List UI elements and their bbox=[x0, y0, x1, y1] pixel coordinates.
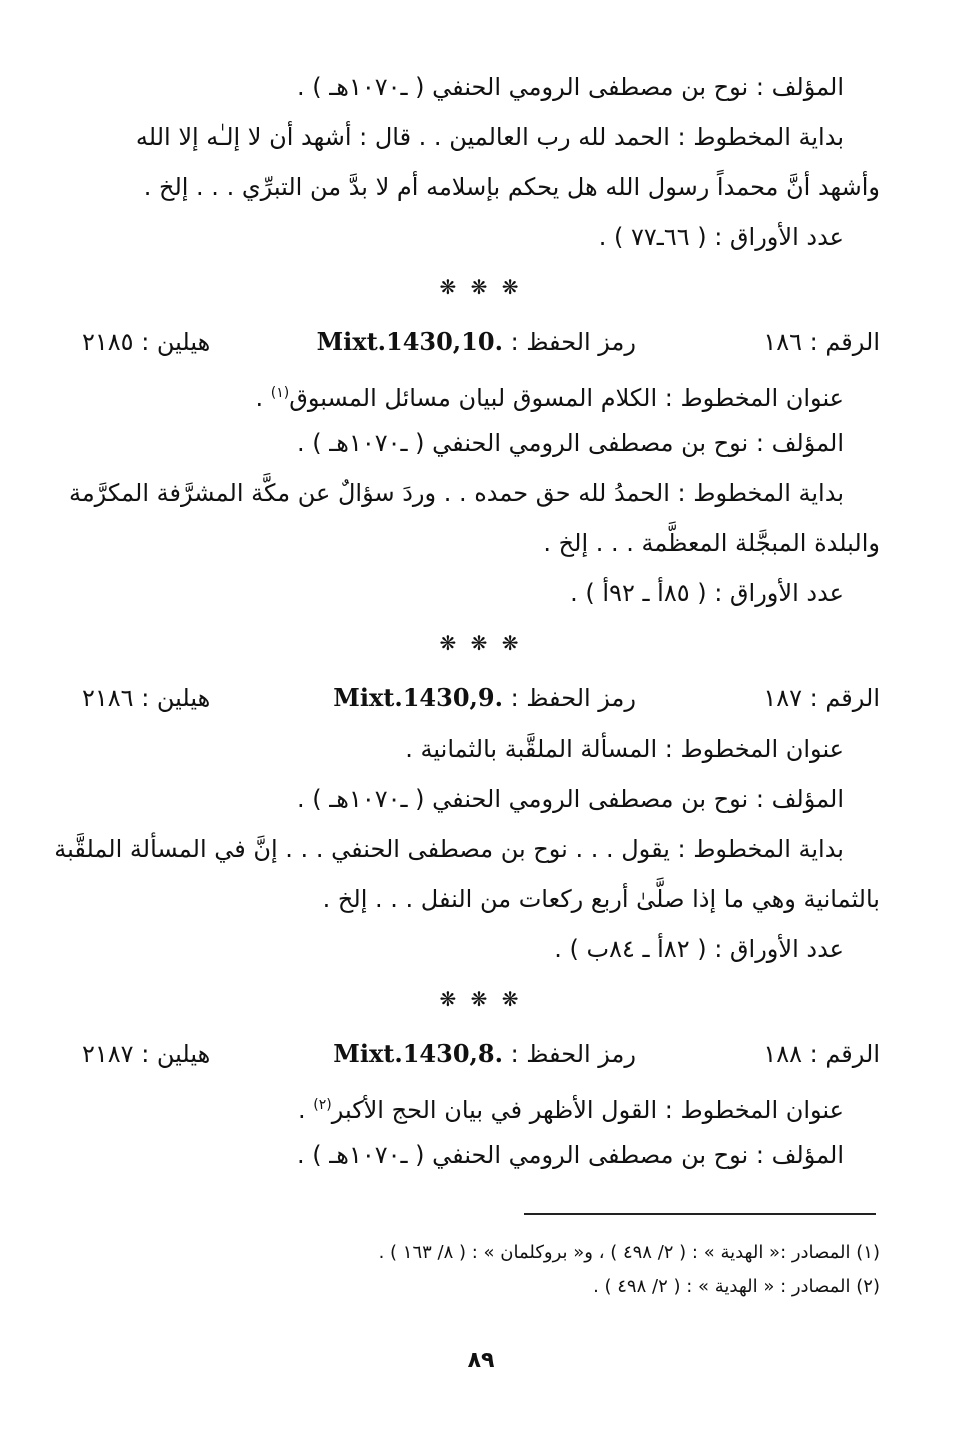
author-line: المؤلف : نوح بن مصطفى الرومي الحنفي ( ـ١٠٧٠هـ ) . bbox=[297, 73, 844, 101]
entry-header bbox=[82, 1028, 880, 1080]
manuscript-beginning-line: بداية المخطوط : الحمد لله رب العالمين . . قال : أشهد أن لا إلـٰه إلا الله bbox=[135, 123, 844, 151]
manuscript-catalog-page bbox=[54, 62, 880, 1180]
hellin-number: هيلين : ٢١٨٦ bbox=[82, 684, 211, 712]
footnote: (١) المصادر :« الهدية » : ( ٢/ ٤٩٨ ) ، و« بروكلمان » : ( ٨/ ١٦٣ ) . bbox=[378, 1242, 880, 1263]
entry-number: الرقم : ١٨٨ bbox=[763, 1040, 880, 1068]
manuscript-beginning-continuation: بالثمانية وهي ما إذا صلَّىٰ أربع ركعات من النفل . . . إلخ . bbox=[322, 885, 880, 913]
title-line: عنوان المخطوط : المسألة الملقَّبة بالثمانية . bbox=[405, 735, 844, 763]
folios-line: عدد الأوراق : ( ٨٥أ ـ ٩٢أ ) . bbox=[570, 579, 844, 607]
title-line: عنوان المخطوط : القول الأظهر في بيان الحج الأكبر$^{(٢)}$ . bbox=[297, 1096, 844, 1124]
folios-line: عدد الأوراق : ( ٨٢أ ـ ٨٤ب ) . bbox=[554, 935, 844, 963]
shelfmark bbox=[333, 672, 636, 724]
footnote-rule bbox=[524, 1213, 876, 1215]
title-line: عنوان المخطوط : الكلام المسوق لبيان مسائل المسبوق$^{(١)}$ . bbox=[255, 384, 844, 412]
shelfmark-label: رمز الحفظ : bbox=[510, 1040, 636, 1068]
hellin-number: هيلين : ٢١٨٥ bbox=[82, 328, 211, 356]
shelfmark-label: رمز الحفظ : bbox=[510, 328, 636, 356]
entry-number: الرقم : ١٨٧ bbox=[763, 684, 880, 712]
manuscript-beginning-continuation: والبلدة المبجَّلة المعظَّمة . . . إلخ . bbox=[543, 529, 880, 557]
author-line: المؤلف : نوح بن مصطفى الرومي الحنفي ( ـ١٠٧٠هـ ) . bbox=[297, 429, 844, 457]
entry-header bbox=[82, 672, 880, 724]
author-line: المؤلف : نوح بن مصطفى الرومي الحنفي ( ـ١٠٧٠هـ ) . bbox=[297, 785, 844, 813]
footnotes bbox=[82, 1238, 880, 1306]
manuscript-beginning-line: بداية المخطوط : الحمدُ لله حق حمده . . وردَ سؤالٌ عن مكَّة المشرَّفة المكرَّمة bbox=[68, 479, 844, 507]
entry-number: الرقم : ١٨٦ bbox=[763, 328, 880, 356]
shelfmark bbox=[317, 316, 636, 368]
section-separator: ❋ ❋ ❋ bbox=[439, 987, 523, 1011]
author-line: المؤلف : نوح بن مصطفى الرومي الحنفي ( ـ١٠٧٠هـ ) . bbox=[297, 1141, 844, 1169]
footnote-ref[interactable]: (١) bbox=[270, 385, 290, 401]
manuscript-beginning-line: بداية المخطوط : يقول . . . نوح بن مصطفى الحنفي . . . إنَّ في المسألة الملقَّبة bbox=[54, 835, 844, 863]
footnote: (٢) المصادر : « الهدية » : ( ٢/ ٤٩٨ ) . bbox=[593, 1276, 880, 1297]
shelfmark-code: Mixt.1430,8. bbox=[333, 1039, 503, 1068]
entry-header bbox=[82, 316, 880, 368]
hellin-number: هيلين : ٢١٨٧ bbox=[82, 1040, 211, 1068]
footnote-ref[interactable]: (٢) bbox=[313, 1097, 332, 1113]
section-separator: ❋ ❋ ❋ bbox=[439, 631, 523, 655]
folios-line: عدد الأوراق : ( ٦٦ـ٧٧ ) . bbox=[598, 223, 844, 251]
shelfmark-code: Mixt.1430,10. bbox=[316, 327, 503, 356]
page-number: ٨٩ bbox=[467, 1348, 495, 1373]
shelfmark-code: Mixt.1430,9. bbox=[333, 683, 503, 712]
shelfmark-label: رمز الحفظ : bbox=[510, 684, 636, 712]
section-separator: ❋ ❋ ❋ bbox=[439, 275, 523, 299]
shelfmark bbox=[333, 1028, 636, 1080]
manuscript-beginning-continuation: وأشهد أنَّ محمداً رسول الله هل يحكم بإسلامه أم لا بدَّ من التبرِّي . . . إلخ . bbox=[143, 173, 880, 201]
